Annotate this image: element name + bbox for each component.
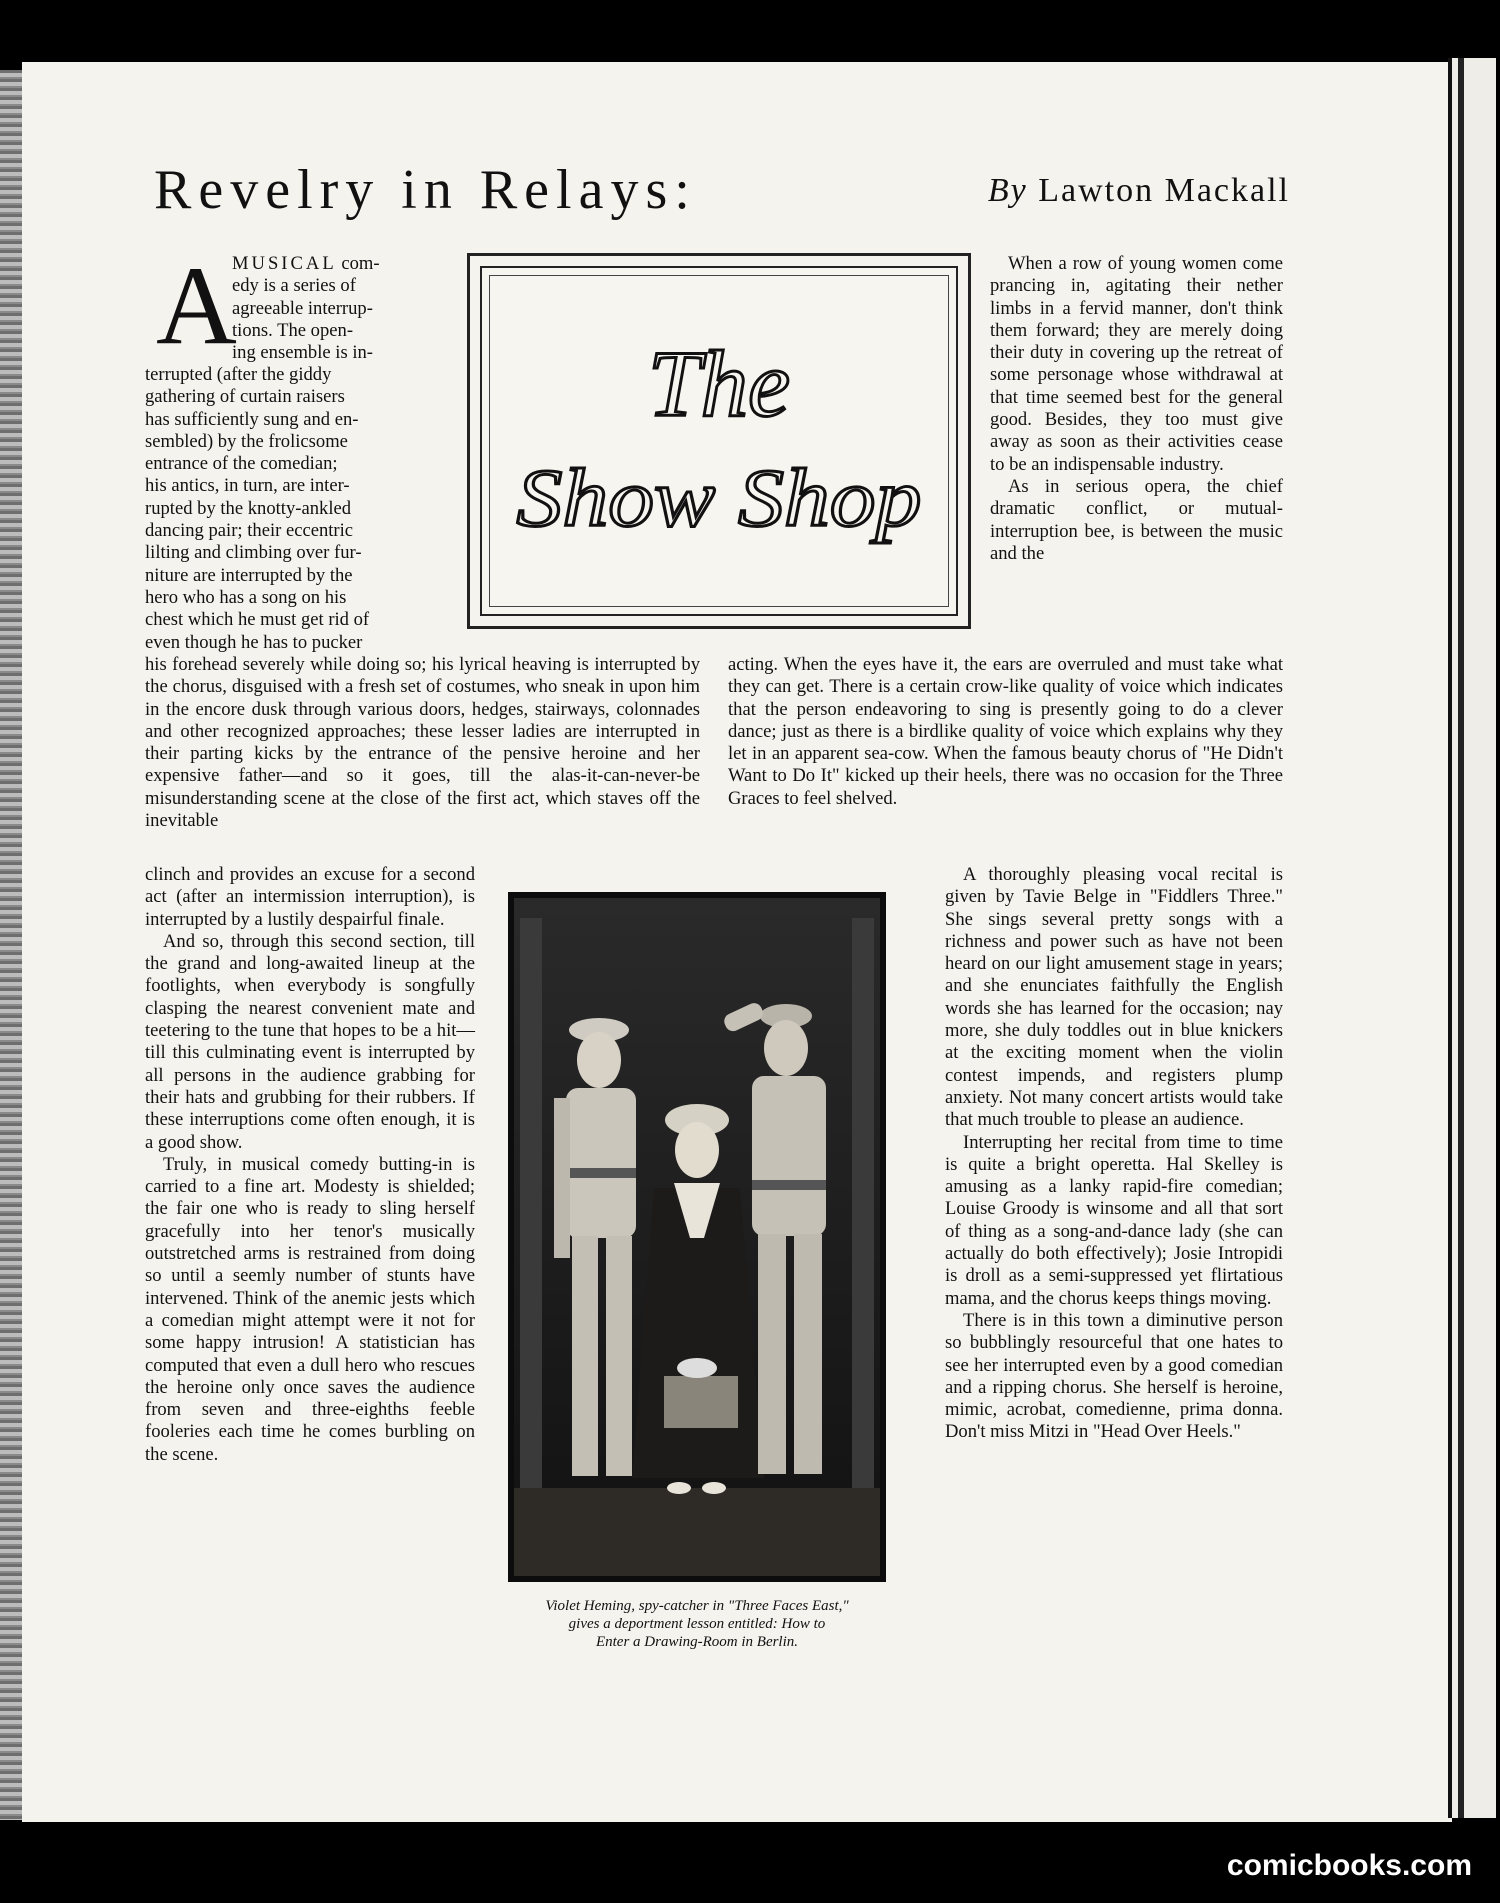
- right-paragraph-2: Interrupting her recital from time to time is quite a bright operetta. Hal Skelley is amusing as a lanky rapid-fire comedian; Louise Groody is winsome and all that sort of thing as a song-and-dance lady (she can actually do both effectively); Josie Intropidi is droll as a semi-suppressed yet flirtatious mama, and the chorus keeps things moving.: [945, 1131, 1283, 1309]
- author-name: Lawton Mackall: [1038, 172, 1290, 209]
- right-column: [945, 864, 1283, 1444]
- left-paragraph-2: And so, through this second section, till the grand and long-awaited lineup at the footlights, when everybody is songfully clasping the nearest convenient mate and teetering to the tune that hopes to be a hit—till this culminating event is interrupted by all persons in the audience grabbing for their hats and grubbing for their rubbers. If these interruptions come often enough, it is a good show.: [145, 930, 475, 1153]
- show-shop-logo-box: [467, 253, 971, 629]
- right-paragraph-3: There is in this town a diminutive person so bubblingly resourceful that one hates to see her interrupted even by a good comedian and a ripping chorus. She herself is heroine, mimic, acrobat, comedienne, prima donna. Don't miss Mitzi in "Head Over Heels.": [945, 1309, 1283, 1443]
- lead-paragraph-top: [232, 253, 440, 364]
- right-top-paragraph-2: As in serious opera, the chief dramatic conflict, or mutual-interruption bee, is between the music and the: [990, 475, 1283, 564]
- lead-line-11: rupted by the knotty-ankled: [145, 497, 352, 519]
- article-byline: [988, 172, 1290, 210]
- caption-line-3: Enter a Drawing-Room in Berlin.: [595, 1634, 799, 1650]
- mid-left-block: [145, 654, 700, 832]
- lead-line-13: lilting and climbing over fur-: [145, 542, 362, 564]
- lead-line-17: even though he has to pucker: [145, 631, 363, 653]
- lead-smallcaps: MUSICAL: [232, 253, 337, 274]
- site-watermark: comicbooks.com: [1226, 1849, 1472, 1882]
- photo-illustration: [514, 898, 880, 1576]
- lead-line-6: gathering of curtain raisers: [145, 386, 345, 408]
- lead-line-5: terrupted (after the giddy: [145, 364, 332, 385]
- doorway-left-jamb: [520, 918, 542, 1518]
- photo-caption: [500, 1597, 894, 1651]
- lead-paragraph-body: [145, 364, 440, 654]
- lead-line-3: tions. The open-: [232, 319, 354, 341]
- logo-inner-frame: [480, 266, 958, 616]
- logo-line-show-shop: Show Shop: [516, 451, 922, 544]
- caption-line-1: Violet Heming, spy-catcher in "Three Faces East,": [545, 1598, 849, 1614]
- stage-photograph: [508, 892, 886, 1582]
- binding-edge: [0, 70, 22, 1820]
- show-shop-logo: [482, 268, 956, 614]
- lead-line-9: entrance of the comedian;: [145, 453, 338, 475]
- lead-line-15: hero who has a song on his: [145, 586, 347, 608]
- mid-right-paragraph: acting. When the eyes have it, the ears are overruled and must take what they can get. There is a certain crow-like quality of voice which indicates that the person endeavoring to sing is presently going to do a clever dance; just as there is a birdlike quality of voice which explains why they let in an apparent sea-cow. When the famous beauty chorus of "He Didn't Want to Do It" kicked up their heels, there was no occasion for the Three Graces to feel shelved.: [728, 654, 1283, 809]
- left-paragraph-1: clinch and provides an excuse for a second act (after an intermission interruption), is interrupted by a lustily despairful finale.: [145, 864, 475, 930]
- lead-line-2: agreeable interrup-: [232, 297, 373, 319]
- mid-right-block: [728, 654, 1283, 810]
- lead-line-16: chest which he must get rid of: [145, 609, 370, 631]
- lead-line-1: edy is a series of: [232, 275, 356, 297]
- right-top-paragraph-1: When a row of young women come prancing in, agitating their nether limbs in a fervid manner, don't think them forward; they are merely doing their duty in covering up the retreat of some personage whose withdrawal at that time seemed best for the general good. Besides, they too must give away as soon as their activities cease to be an indispensable industry.: [990, 253, 1283, 475]
- lead-line-10: his antics, in turn, are inter-: [145, 475, 350, 497]
- lead-line-4: ing ensemble is in-: [232, 342, 373, 364]
- left-column: [145, 864, 475, 1466]
- lead-line-0: MUSICAL com-: [232, 253, 380, 274]
- doorway-right-jamb: [852, 918, 874, 1518]
- lead-line-7: has sufficiently sung and en-: [145, 408, 359, 430]
- logo-line-the: The: [647, 332, 791, 437]
- lead-line-12: dancing pair; their eccentric: [145, 520, 354, 542]
- caption-line-2: gives a deportment lesson entitled: How to: [568, 1616, 826, 1632]
- lead-line-8: sembled) by the frolicsome: [145, 430, 348, 452]
- right-top-column: [990, 253, 1283, 565]
- drop-cap: A: [156, 244, 237, 368]
- floor: [514, 1488, 880, 1576]
- article-title: Revelry in Relays:: [154, 159, 697, 221]
- mid-left-paragraph: his forehead severely while doing so; his lyrical heaving is interrupted by the chorus, disguised with a fresh set of costumes, who sneak in upon him in the encore dusk through various doors, hedges, stairways, colonnades and other recognized approaches; these lesser ladies are interrupted in their parting kicks by the entrance of the pensive heroine and her expensive father—and so it goes, till the alas-it-can-never-be misunderstanding scene at the close of the first act, which staves off the inevitable: [145, 654, 700, 832]
- lead-line-14: niture are interrupted by the: [145, 564, 353, 586]
- facing-page-edge: [1448, 58, 1496, 1818]
- right-paragraph-1: A thoroughly pleasing vocal recital is given by Tavie Belge in "Fiddlers Three." She sings several pretty songs with a richness and power such as have not been heard on our light amusement stage in years; and she enunciates faithfully the English words she has learned for the occasion; nay more, she duly toddles out in blue knickers at the exciting moment when the violin contest impends, and registers plump anxiety. Not many concert artists would take that much trouble to please an audience.: [945, 864, 1283, 1131]
- left-paragraph-3: Truly, in musical comedy butting-in is carried to a fine art. Modesty is shielded; the fair one who is ready to sling herself gracefully into her tenor's musically outstretched arms is restrained from doing so until a seemly number of stunts have intervened. Think of the anemic jests which a comedian might attempt were it not for some happy intrusion! A statistician has computed that even a dull hero who rescues the heroine only once saves the audience from seven and three-eighths feeble fooleries each time he comes burbling on the scene.: [145, 1153, 475, 1465]
- byline-prefix: By: [987, 172, 1028, 209]
